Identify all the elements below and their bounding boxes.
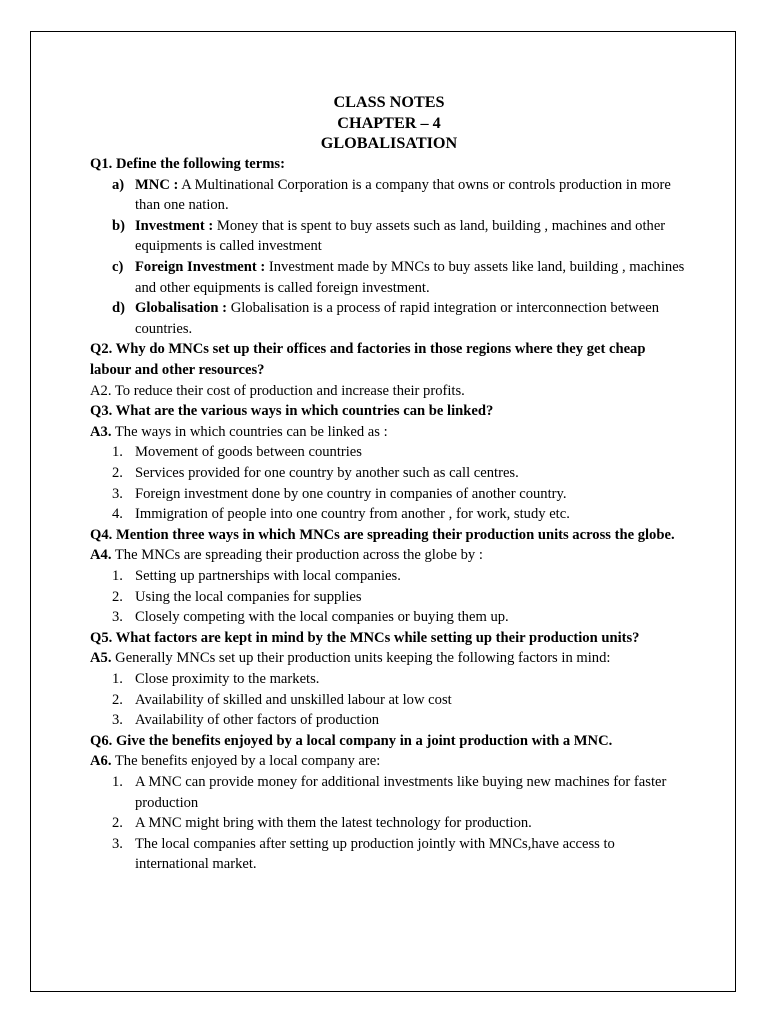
list-item [112, 587, 690, 608]
list-item [112, 669, 690, 690]
list-number: 2. [112, 465, 123, 482]
list-text: Foreign investment done by one country in companies of another country. [135, 485, 567, 502]
list-item [112, 442, 690, 463]
item-marker: d) [112, 300, 125, 317]
list-number: 3. [112, 712, 123, 729]
question-4: Q4. Mention three ways in which MNCs are spreading their production units across the globe. [90, 526, 675, 543]
list-item [112, 463, 690, 484]
definition-body: Money that is spent to buy assets such as land, building , machines and other equipments is called investment [135, 217, 666, 255]
definition-body: Investment made by MNCs to buy assets like land, building , machines and other equipments is called foreign investment. [135, 259, 685, 296]
list-number: 3. [112, 485, 123, 502]
list-number: 1. [112, 567, 123, 584]
list-item [112, 772, 690, 813]
definition-term: Investment : [135, 217, 214, 234]
list-number: 3. [112, 609, 123, 626]
list-item [112, 710, 690, 731]
title-chapter: CHAPTER – 4 [337, 113, 441, 132]
definition-text [135, 175, 690, 216]
definition-body: A Multinational Corporation is a company that owns or controls production in more than one nation. [135, 176, 671, 214]
list-item [112, 566, 690, 587]
definition-term: Globalisation : [135, 300, 228, 317]
list-number: 1. [112, 773, 123, 790]
list-item [112, 813, 690, 834]
list-text: Availability of skilled and unskilled labour at low cost [135, 691, 452, 708]
document-body [90, 92, 690, 875]
definition-item [112, 298, 690, 339]
item-marker: c) [112, 259, 124, 276]
list-number: 2. [112, 815, 123, 832]
answer-intro-text: The MNCs are spreading their production across the globe by : [111, 547, 483, 564]
list-item [112, 504, 690, 525]
answer-label: A5. [90, 650, 112, 667]
list-number: 3. [112, 835, 123, 852]
answer-intro-text: The ways in which countries can be linked as : [111, 423, 388, 440]
item-marker: b) [112, 217, 125, 234]
question-2: Q2. Why do MNCs set up their offices and factories in those regions where they get cheap labour and other resources? [90, 341, 646, 379]
definition-text [135, 216, 690, 257]
answer-intro-text: The benefits enjoyed by a local company are: [111, 753, 381, 770]
list-number: 2. [112, 588, 123, 605]
list-text: Close proximity to the markets. [135, 670, 320, 687]
list-number: 1. [112, 670, 123, 687]
answer-label: A6. [90, 753, 112, 770]
list-number: 2. [112, 691, 123, 708]
definition-text [135, 257, 690, 298]
list-text: Services provided for one country by another such as call centres. [135, 465, 519, 482]
answer-3-intro [90, 422, 690, 443]
definition-term: MNC : [135, 176, 179, 193]
list-text: A MNC can provide money for additional investments like buying new machines for faster production [135, 773, 667, 811]
definition-item [112, 175, 690, 216]
list-item [112, 484, 690, 505]
title-topic: GLOBALISATION [320, 134, 458, 153]
list-number: 4. [112, 506, 123, 523]
answer-intro-text: Generally MNCs set up their production units keeping the following factors in mind: [111, 650, 611, 667]
list-text: Availability of other factors of production [135, 712, 380, 729]
answer-5-intro [90, 648, 690, 669]
list-item [112, 607, 690, 628]
question-5: Q5. What factors are kept in mind by the MNCs while setting up their production units? [90, 629, 640, 646]
list-text: Closely competing with the local companies or buying them up. [135, 609, 509, 626]
list-item [112, 690, 690, 711]
list-text: Immigration of people into one country from another , for work, study etc. [135, 506, 570, 523]
definition-body: Globalisation is a process of rapid integration or interconnection between countries. [135, 300, 660, 337]
answer-4-intro [90, 545, 690, 566]
question-3: Q3. What are the various ways in which countries can be linked? [90, 403, 494, 420]
answer-label: A4. [90, 547, 112, 564]
definition-item [112, 257, 690, 298]
question-6: Q6. Give the benefits enjoyed by a local company in a joint production with a MNC. [90, 732, 613, 749]
list-text: Using the local companies for supplies [135, 588, 362, 605]
definition-item [112, 216, 690, 257]
list-text: The local companies after setting up production jointly with MNCs,have access to international market. [135, 835, 615, 873]
title-class-notes: CLASS NOTES [333, 93, 445, 111]
answer-2: A2. To reduce their cost of production and increase their profits. [90, 382, 465, 399]
definition-text [135, 298, 690, 339]
question-1: Q1. Define the following terms: [90, 156, 285, 173]
answer-label: A3. [90, 423, 112, 440]
item-marker: a) [112, 176, 125, 193]
list-item [112, 834, 690, 875]
answer-6-intro [90, 751, 690, 772]
list-text: A MNC might bring with them the latest technology for production. [135, 815, 532, 832]
definition-term: Foreign Investment : [135, 259, 266, 276]
list-text: Movement of goods between countries [135, 444, 362, 461]
list-text: Setting up partnerships with local companies. [135, 567, 401, 584]
list-number: 1. [112, 444, 123, 461]
